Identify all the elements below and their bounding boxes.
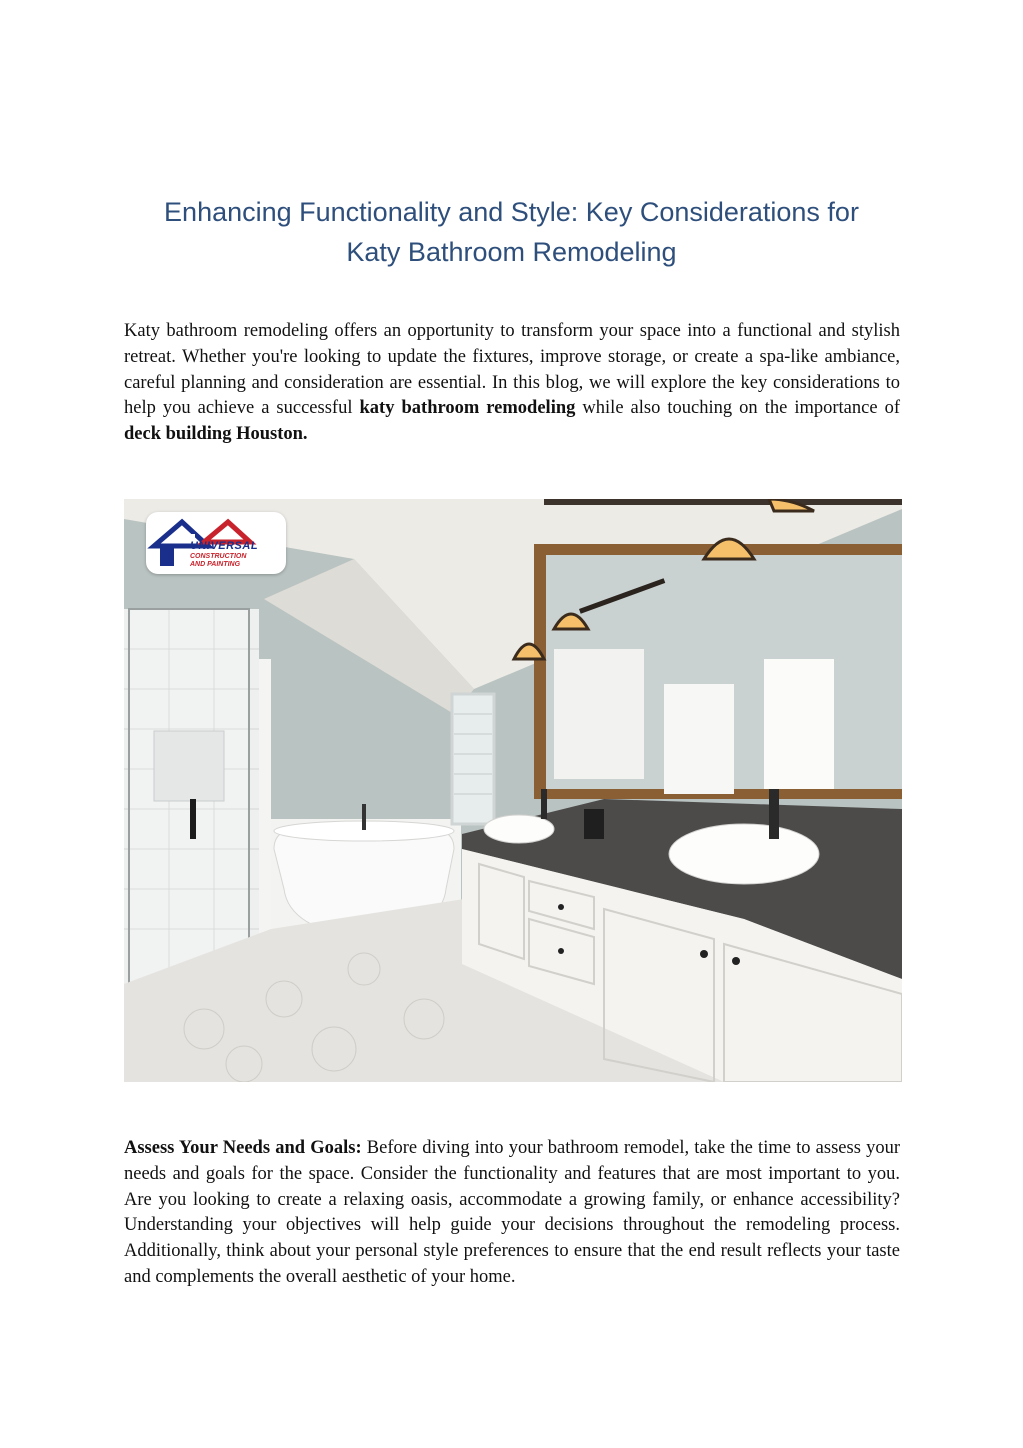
logo-subtitle-1: CONSTRUCTION [190, 553, 247, 560]
intro-text-before: Katy bathroom remodeling offers an opportunity to transform your space into a functional and stylish retreat. Whether you're looking to update the fixtures, improve storage, or create a spa-like ambiance, careful planning and consideration are essential. In this blog, we will explore the key considerations to help you achieve a successful [124, 321, 900, 419]
section-heading: Assess Your Needs and Goals: [124, 1138, 362, 1158]
title-line-1: Enhancing Functionality and Style: Key Considerations for [164, 197, 859, 227]
company-logo [146, 512, 286, 574]
bathroom-illustration [124, 499, 902, 1082]
section-paragraph [124, 1136, 900, 1291]
intro-bold-keyword-2: deck building Houston. [124, 424, 308, 445]
logo-subtitle-2: AND PAINTING [190, 561, 241, 568]
section-body: Before diving into your bathroom remodel, take the time to assess your needs and goals for the space. Consider the functionality and features that are most important to you. Are you looking to create a relaxing oasis, accommodate a growing family, or enhance accessibility? Understanding your objectives will help guide your decisions throughout the remodeling process. Additionally, think about your personal style preferences to ensure that the end result reflects your taste and complements the overall aesthetic of your home. [124, 1138, 900, 1287]
intro-paragraph [124, 319, 900, 448]
bathroom-photo [124, 499, 902, 1082]
logo-name: UNIVERSAL [190, 540, 259, 552]
document-title [100, 192, 923, 272]
title-line-2: Katy Bathroom Remodeling [346, 237, 677, 267]
intro-bold-keyword-1: katy bathroom remodeling [359, 398, 576, 419]
intro-text-middle: while also touching on the importance of [575, 398, 901, 419]
